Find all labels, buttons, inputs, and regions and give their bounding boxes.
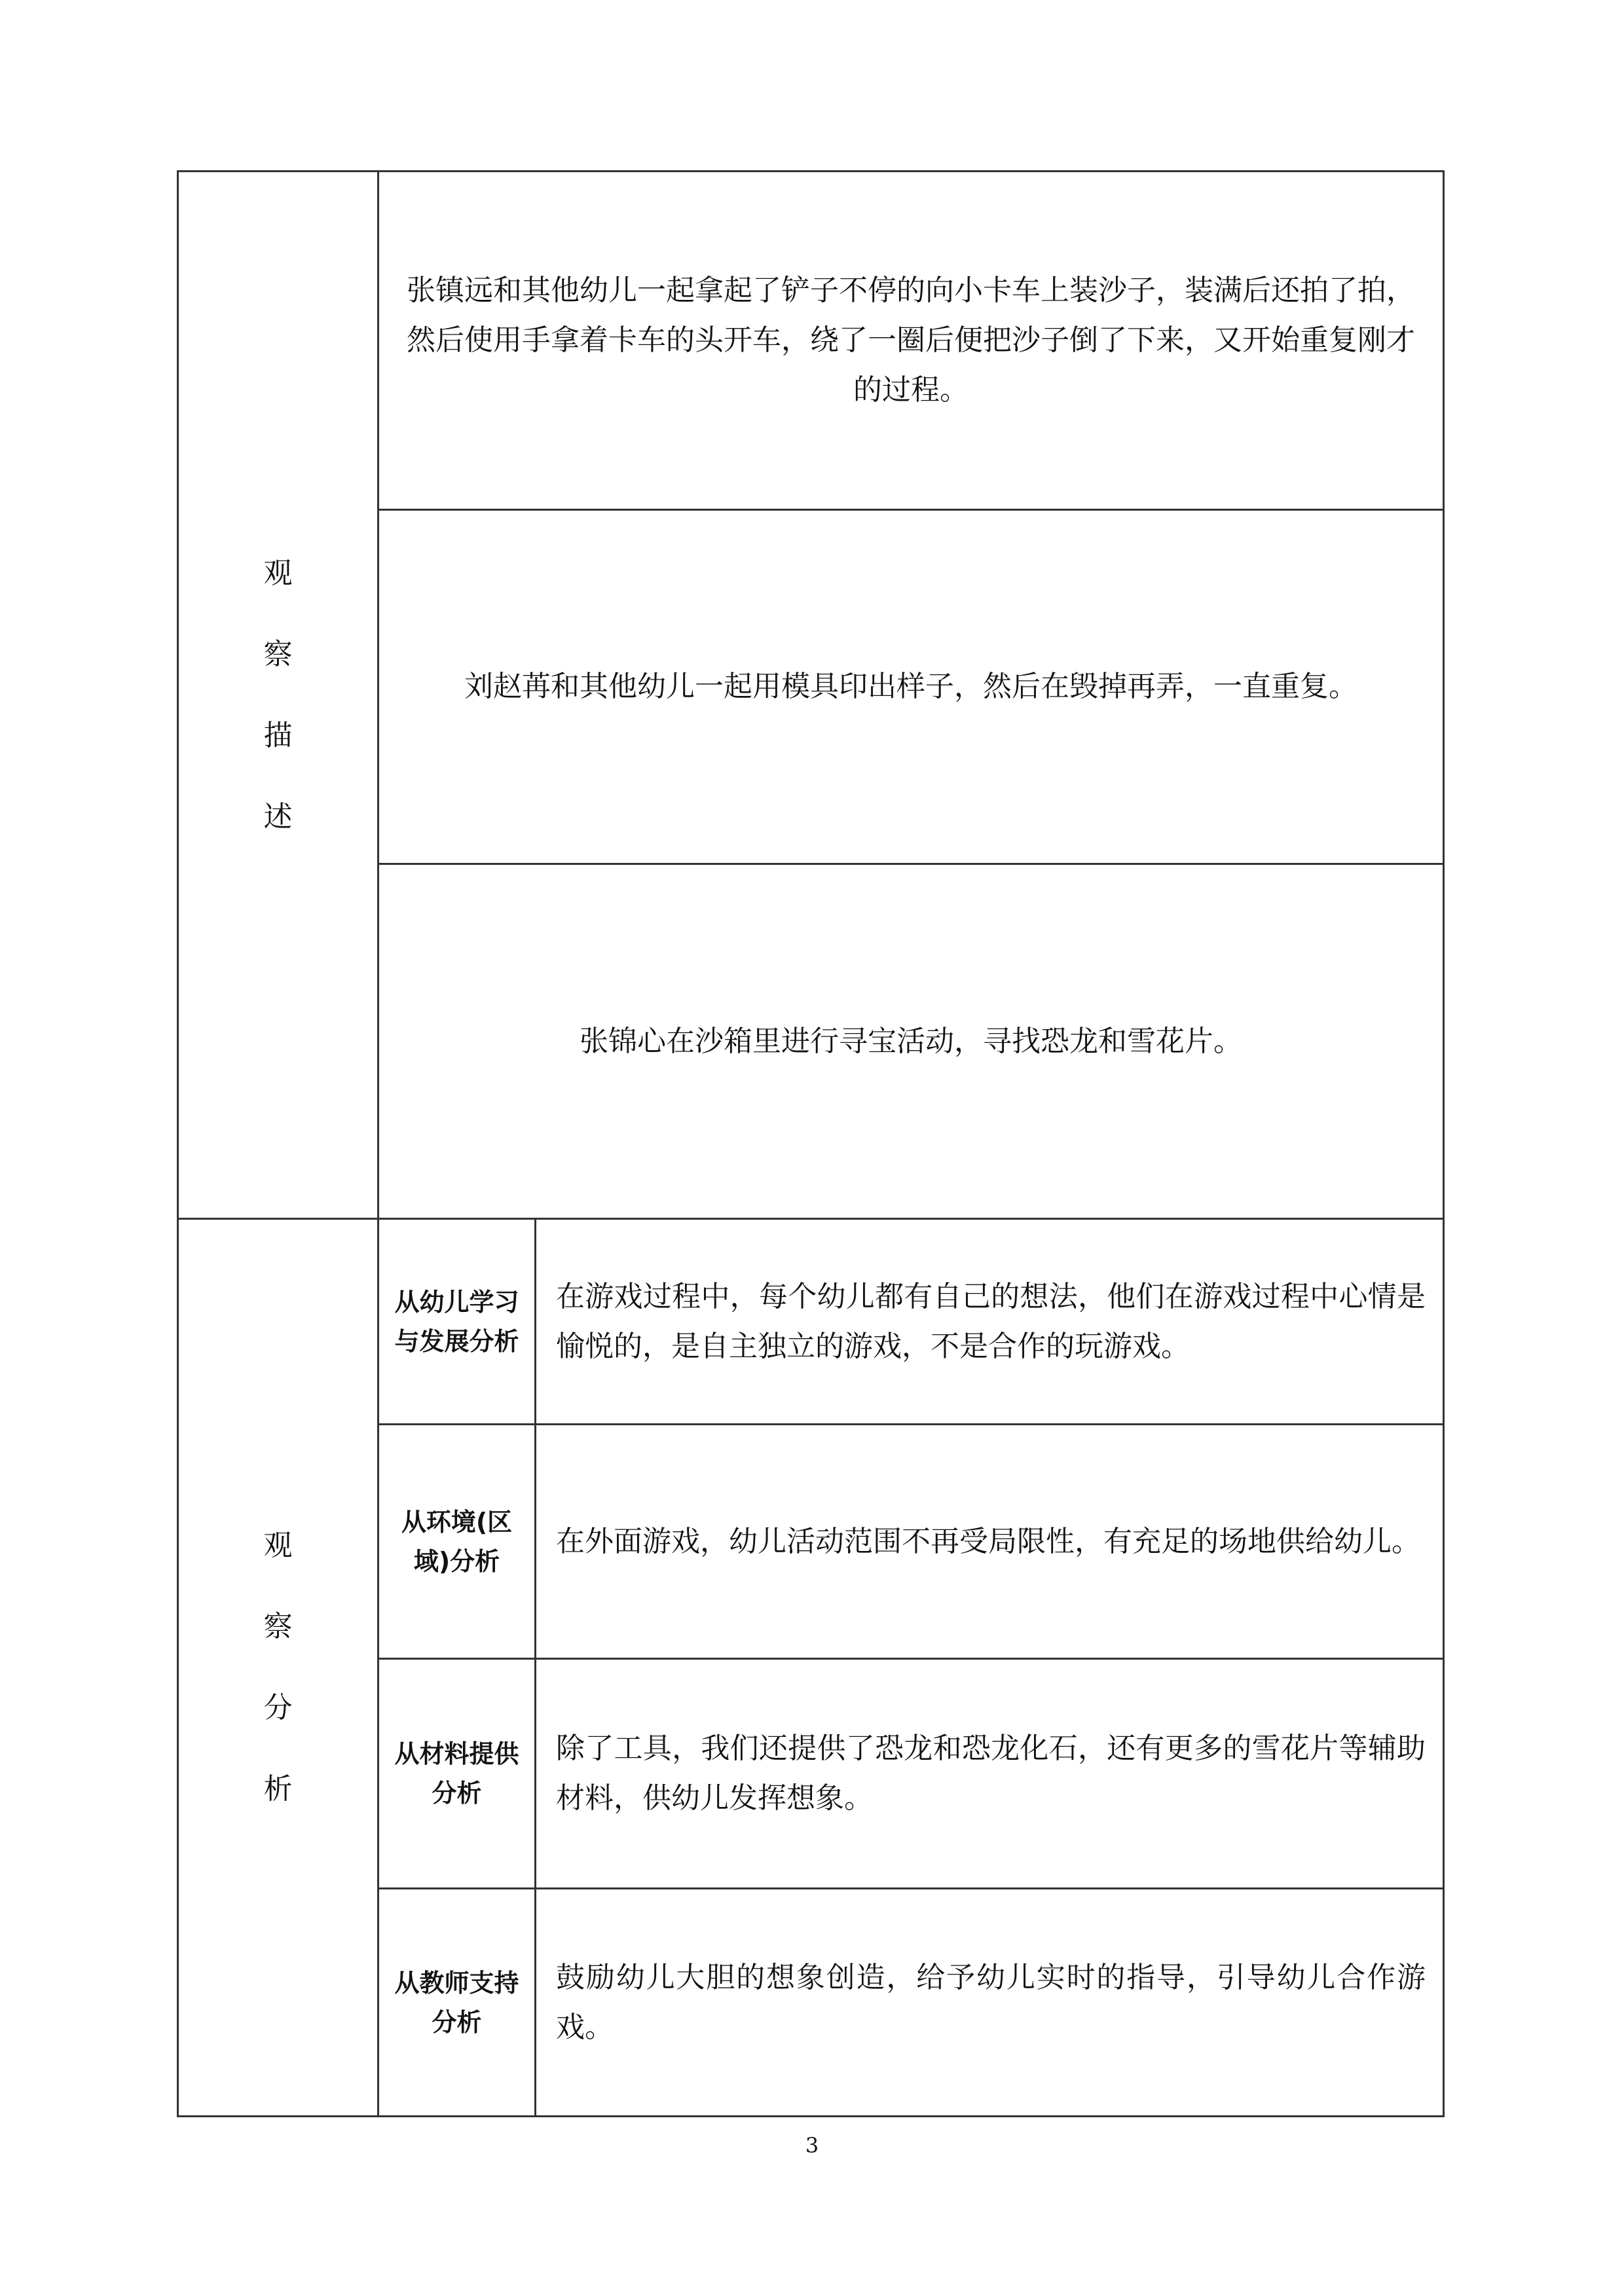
description-row <box>379 511 1443 863</box>
analysis-text: 除了工具，我们还提供了恐龙和恐龙化石，还有更多的雪花片等辅助材料，供幼儿发挥想象。 <box>556 1732 1426 1815</box>
description-row <box>379 865 1443 1218</box>
label-char: 观 <box>263 1529 293 1562</box>
analysis-text: 鼓励幼儿大胆的想象创造，给予幼儿实时的指导，引导幼儿合作游戏。 <box>556 1960 1426 2044</box>
sub-label-text: 从材料提供分析 <box>394 1740 519 1808</box>
analysis-row <box>536 1889 1443 2115</box>
analysis-sub-label <box>379 1660 534 1887</box>
analysis-row <box>536 1660 1443 1887</box>
sub-label-text: 从环境(区域)分析 <box>401 1507 513 1576</box>
sub-label-text: 从教师支持分析 <box>394 1968 519 2037</box>
analysis-sub-label <box>379 1425 534 1658</box>
label-char: 观 <box>263 556 293 590</box>
label-char: 析 <box>263 1772 293 1806</box>
analysis-text: 在游戏过程中，每个幼儿都有自己的想法，他们在游戏过程中心情是愉悦的，是自主独立的游戏，不是合作的玩游戏。 <box>556 1279 1426 1363</box>
label-char: 分 <box>263 1691 293 1724</box>
observation-analysis-label <box>179 1220 377 2115</box>
analysis-row <box>536 1220 1443 1423</box>
observation-description-label <box>179 172 377 1218</box>
analysis-row <box>536 1425 1443 1658</box>
page-number: 3 <box>805 2133 819 2158</box>
analysis-sub-label <box>379 1220 534 1423</box>
label-char: 描 <box>263 718 293 752</box>
analysis-sub-label <box>379 1889 534 2115</box>
description-text: 张镇远和其他幼儿一起拿起了铲子不停的向小卡车上装沙子，装满后还拍了拍，然后使用手拿着卡车的头开车，绕了一圈后便把沙子倒了下来，又开始重复刚才的过程。 <box>407 274 1415 407</box>
label-char: 述 <box>263 799 293 833</box>
sub-label-text: 从幼儿学习与发展分析 <box>394 1287 519 1356</box>
analysis-text: 在外面游戏，幼儿活动范围不再受局限性，有充足的场地供给幼儿。 <box>556 1524 1420 1558</box>
label-char: 察 <box>263 1610 293 1643</box>
description-row <box>379 172 1443 509</box>
description-text: 刘赵苒和其他幼儿一起用模具印出样子，然后在毁掉再弄，一直重复。 <box>464 670 1357 703</box>
label-char: 察 <box>263 637 293 671</box>
description-text: 张锦心在沙箱里进行寻宝活动，寻找恐龙和雪花片。 <box>580 1024 1242 1058</box>
